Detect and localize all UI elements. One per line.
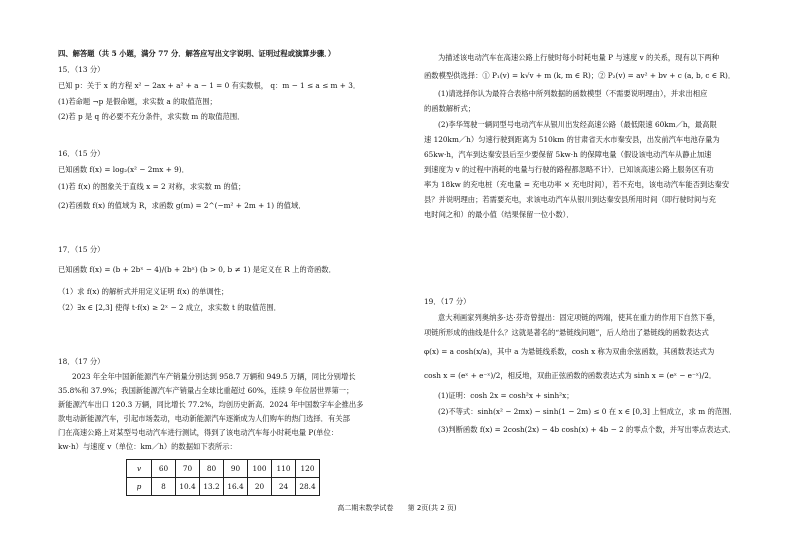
- footer-page-number: 第 2页(共 2 页): [407, 504, 457, 512]
- table-cell: 24: [272, 478, 296, 496]
- q18-line: 款电动新能源汽车，引起市场轰动，电动新能源汽车逐渐成为人们购车的热门选择．有关部: [58, 414, 350, 423]
- table-cell: 60: [152, 460, 176, 478]
- q17-heading: 17．（15 分）: [58, 245, 105, 254]
- q18-line: 2023 年全年中国新能源汽车产销量分别达到 958.7 万辆和 949.5 万辆，同比分别增长: [72, 372, 356, 381]
- table-cell: 28.4: [296, 478, 320, 496]
- q19-part2: (2)不等式：sinh(x² − 2mx) − sinh(1 − 2m) ≤ 0 在 x ∈ [0,3] 上恒成立，求 m 的范围．: [438, 407, 737, 416]
- speed-power-table: [126, 459, 320, 496]
- table-cell: 100: [248, 460, 272, 478]
- table-row-p: [127, 478, 320, 496]
- q17-part2: （2）∃x ∈ [2,3] 使得 t·f(x) ≥ 2ˣ − 2 成立，求实数 t 的取值范围．: [58, 303, 281, 312]
- q18-line: 门在高速公路上对某型号电动汽车进行测试，得到了该电动汽车每小时耗电量 P(单位：: [58, 428, 339, 437]
- q18-cont-line: (2)李华驾驶一辆同型号电动汽车从银川出发经高速公路（最低限速 60km／h，最高限: [438, 120, 717, 129]
- q17-stem: 已知函数 f(x) = (b + 2bˣ − 4)/(b + 2bˣ) (b > 0, b ≠ 1) 是定义在 R 上的奇函数．: [58, 265, 336, 274]
- q15-heading: 15．（13 分）: [58, 65, 105, 74]
- table-cell: 90: [224, 460, 248, 478]
- table-cell: 120: [296, 460, 320, 478]
- q19-line: cosh x = (eˣ + e⁻ˣ)/2，相反地，双曲正弦函数的函数表达式为 sinh x = (eˣ − e⁻ˣ)/2．: [424, 371, 717, 380]
- q16-heading: 16．（15 分）: [58, 149, 105, 158]
- table-cell: 110: [272, 460, 296, 478]
- q18-cont-line: 65kw·h，汽车到达秦安县后至少要保留 5kw·h 的保障电量（假设该电动汽车从静止加速: [424, 150, 712, 159]
- table-cell: 10.4: [176, 478, 200, 496]
- q15-part2: (2)若 p 是 q 的必要不充分条件，求实数 m 的取值范围．: [58, 112, 245, 121]
- table-cell: 70: [176, 460, 200, 478]
- q16-part2: (2)若函数 f(x) 的值域为 R，求函数 g(m) = 2^(−m² + 2m + 1) 的值域．: [58, 201, 306, 210]
- section-heading: 四、解答题（共 5 小题，满分 77 分．解答应写出文字说明、证明过程或演算步骤．）: [58, 49, 336, 58]
- table-row-v: [127, 460, 320, 478]
- q18-cont-line: 速 120km／h）匀速行驶到距离为 510km 的甘肃省天水市秦安县，出发前汽车电池存量为: [424, 135, 720, 144]
- q18-cont-line: 为描述该电动汽车在高速公路上行驶时每小时耗电量 P 与速度 v 的关系，现有以下两种: [438, 53, 719, 62]
- q16-part1: (1)若 f(x) 的图象关于直线 x = 2 对称，求实数 m 的值；: [58, 182, 246, 191]
- q19-part3: (3)判断函数 f(x) = 2cosh(2x) − 4b cosh(x) + 4b − 2 的零点个数，并写出零点表达式．: [438, 425, 736, 434]
- table-header-v: v: [127, 460, 152, 478]
- q18-line: kw·h）与速度 v（单位：km／h）的数据如下表所示：: [58, 442, 237, 451]
- table-cell: 80: [200, 460, 224, 478]
- q19-line: φ(x) = a cosh(x/a)，其中 a 为悬链线系数，cosh x 称为双曲余弦函数，其函数表达式为: [424, 347, 715, 356]
- q18-line: 35.8%和 37.9%；我国新能源汽车产销量占全球比重超过 60%，连续 9 年位居世界第一；: [58, 386, 354, 395]
- q18-cont-line: 电时间之和）的最小值（结果保留一位小数）．: [424, 210, 574, 219]
- q18-cont-line: 到速度为 v 的过程中消耗的电量与行驶的路程都忽略不计）．已知该高速公路上服务区有功: [424, 165, 714, 174]
- q18-cont-line: 函数模型供选择：① P₁(v) = k√v + m (k, m ∈ R)；② P₂(v) = av² + bv + c (a, b, c ∈ R)．: [424, 71, 736, 80]
- q18-line: 新能源汽车出口 120.3 万辆，同比增长 77.2%，均创历史新高．2024 年中国数字车企推出多: [58, 400, 364, 409]
- q19-part1: (1)证明：cosh 2x = cosh²x + sinh²x；: [438, 391, 574, 400]
- q19-heading: 19．（17 分）: [424, 297, 471, 306]
- table-cell: 16.4: [224, 478, 248, 496]
- q15-part1: (1)若命题 ¬p 是假命题，求实数 a 的取值范围；: [58, 97, 217, 106]
- page-footer: [0, 503, 794, 513]
- footer-title: 高二期末数学试卷: [337, 504, 394, 512]
- q18-cont-line: 县？并说明理由；若需要充电，求该电动汽车从银川到达秦安县所用时间（即行驶时间与充: [424, 195, 716, 204]
- q18-cont-line: 率为 18kw 的充电桩（充电量 = 充电功率 × 充电时间），若不充电，该电动汽车能否到达秦安: [424, 180, 730, 189]
- q16-stem: 已知函数 f(x) = log₂(x² − 2mx + 9)．: [58, 165, 189, 174]
- q18-cont-line: (1)请选择你认为最符合表格中所列数据的函数模型（不需要说明理由），并求出相应: [438, 89, 708, 98]
- q19-line: 意大利画家列奥纳多·达·芬奇曾提出：固定项链的两端，使其在重力的作用下自然下垂，: [438, 313, 720, 322]
- q15-stem: 已知 p：关于 x 的方程 x² − 2ax + a² + a − 1 = 0 有实数根， q：m − 1 ≤ a ≤ m + 3．: [58, 81, 361, 90]
- q17-part1: （1）求 f(x) 的解析式并用定义证明 f(x) 的单调性；: [58, 287, 229, 296]
- table-cell: 13.2: [200, 478, 224, 496]
- q19-line: 项链所形成的曲线是什么？这就是著名的“悬链线问题”，后人给出了悬链线的函数表达式: [424, 328, 709, 337]
- table-cell: 8: [152, 478, 176, 496]
- table-header-p: p: [127, 478, 152, 496]
- q18-cont-line: 的函数解析式；: [424, 104, 476, 113]
- table-cell: 20: [248, 478, 272, 496]
- q18-heading: 18．（17 分）: [58, 357, 105, 366]
